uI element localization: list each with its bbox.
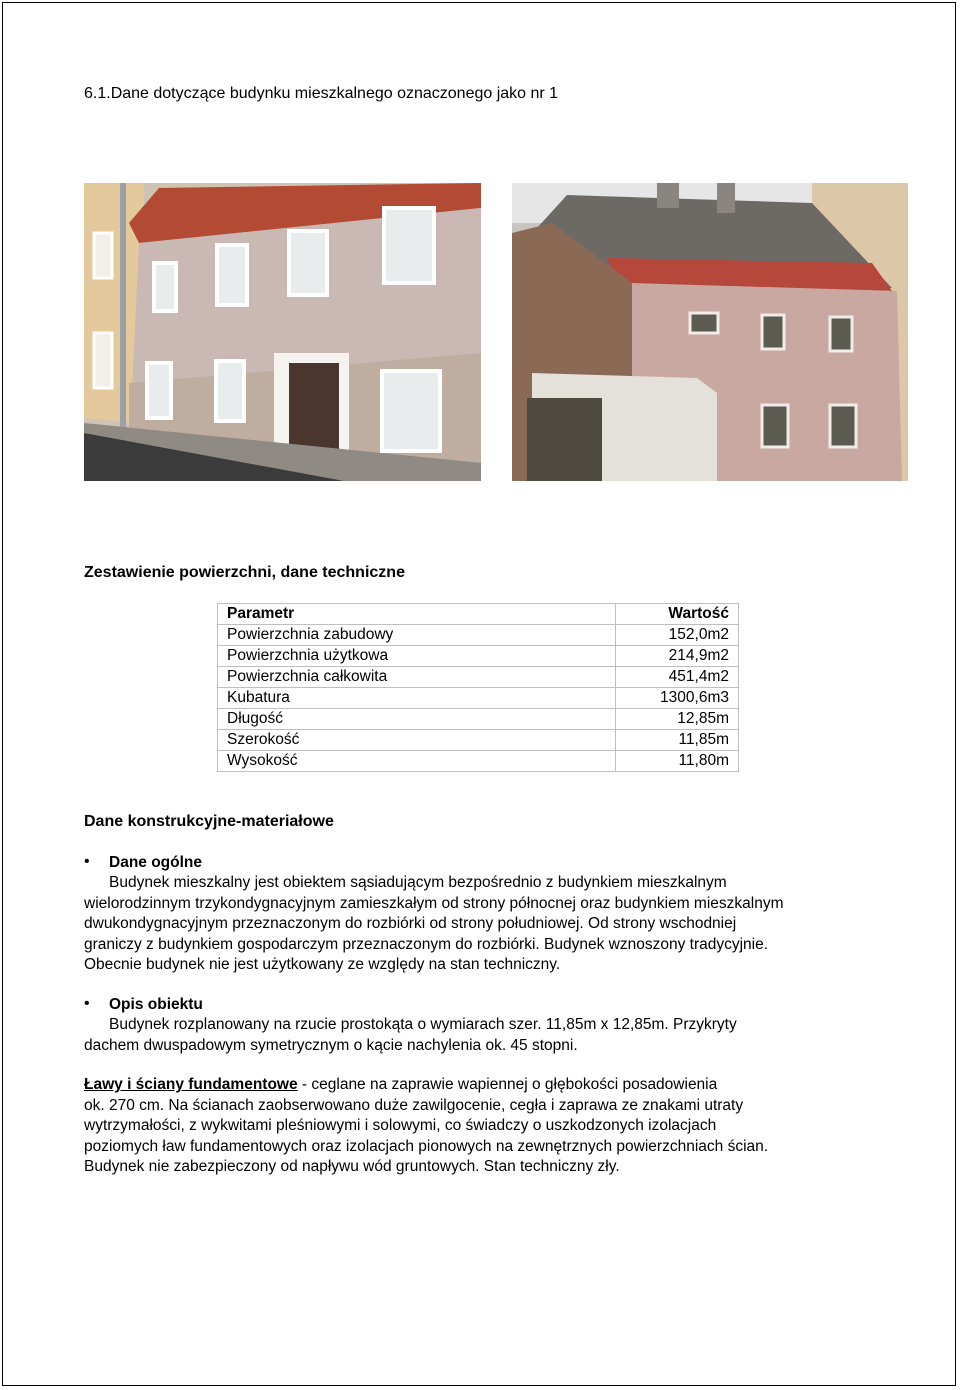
text-line: - ceglane na zaprawie wapiennej o głębokości posadowienia <box>297 1076 718 1093</box>
table-row <box>218 730 739 751</box>
text-line: wytrzymałości, z wykwitami pleśniowymi i solowymi, co świadczy o uszkodzonych izolacjach <box>84 1117 717 1135</box>
technical-data-table <box>217 603 739 772</box>
object-description-text <box>84 1015 884 1056</box>
text-line: ok. 270 cm. Na ścianach zaobserwowano duże zawilgocenie, cegła i zaprawa ze znakami utraty <box>84 1096 744 1114</box>
text-line: Budynek rozplanowany na rzucie prostokąta o wymiarach szer. 11,85m x 12,85m. Przykryty <box>109 1016 737 1033</box>
surfaces-section-heading: Zestawienie powierzchni, dane techniczne <box>84 564 405 581</box>
table-row <box>218 688 739 709</box>
parameter-cell: Długość <box>218 709 616 730</box>
table-row <box>218 667 739 688</box>
text-line: dwukondygnacyjnym przeznaczonym do rozbiórki od strony południowej. Od strony wschodniej <box>84 915 737 933</box>
table-row <box>218 646 739 667</box>
parameter-cell: Powierzchnia zabudowy <box>218 625 616 646</box>
text-line: Obecnie budynek nie jest użytkowany ze względy na stan techniczny. <box>84 956 561 974</box>
value-cell: 12,85m <box>616 709 739 730</box>
page-title: 6.1.Dane dotyczące budynku mieszkalnego oznaczonego jako nr 1 <box>84 85 559 102</box>
object-description-heading: Opis obiektu <box>109 996 203 1013</box>
text-line: dachem dwuspadowym symetrycznym o kącie nachylenia ok. 45 stopni. <box>84 1036 578 1054</box>
building-front-photo <box>84 183 481 481</box>
text-line: Budynek nie zabezpieczony od napływu wód gruntowych. Stan techniczny zły. <box>84 1158 620 1176</box>
text-line: poziomych ław fundamentowych oraz izolacjach pionowych na zewnętrznych powierzchniach ścian. <box>84 1137 769 1155</box>
foundations-text <box>84 1075 884 1178</box>
parameter-cell: Kubatura <box>218 688 616 709</box>
parameter-cell: Parametr <box>218 604 616 625</box>
table-row <box>218 751 739 772</box>
text-line: graniczy z budynkiem gospodarczym przeznaczonym do rozbiórki. Budynek wznoszony tradycyjnie. <box>84 935 769 953</box>
table-header-row <box>218 604 739 625</box>
bullet-dot: • <box>84 995 90 1012</box>
table-row <box>218 709 739 730</box>
value-cell: 451,4m2 <box>616 667 739 688</box>
general-data-heading: Dane ogólne <box>109 854 203 871</box>
construction-section-heading: Dane konstrukcyjne-materiałowe <box>84 813 334 830</box>
value-cell: 1300,6m3 <box>616 688 739 709</box>
value-cell: 11,80m <box>616 751 739 772</box>
building-rear-photo <box>512 183 908 481</box>
value-cell: 152,0m2 <box>616 625 739 646</box>
value-cell: 214,9m2 <box>616 646 739 667</box>
parameter-cell: Wysokość <box>218 751 616 772</box>
value-cell: 11,85m <box>616 730 739 751</box>
foundations-heading: Ławy i ściany fundamentowe <box>84 1076 298 1093</box>
parameter-cell: Powierzchnia użytkowa <box>218 646 616 667</box>
parameter-cell: Powierzchnia całkowita <box>218 667 616 688</box>
bullet-dot: • <box>84 853 90 870</box>
text-line: wielorodzinnym trzykondygnacyjnym zamieszkałym od strony północnej oraz budynkiem mieszkalnym <box>84 894 784 912</box>
parameter-cell: Szerokość <box>218 730 616 751</box>
table-row <box>218 625 739 646</box>
text-line: Budynek mieszkalny jest obiektem sąsiadującym bezpośrednio z budynkiem mieszkalnym <box>109 874 727 891</box>
value-cell: Wartość <box>616 604 739 625</box>
general-data-text <box>84 873 884 976</box>
